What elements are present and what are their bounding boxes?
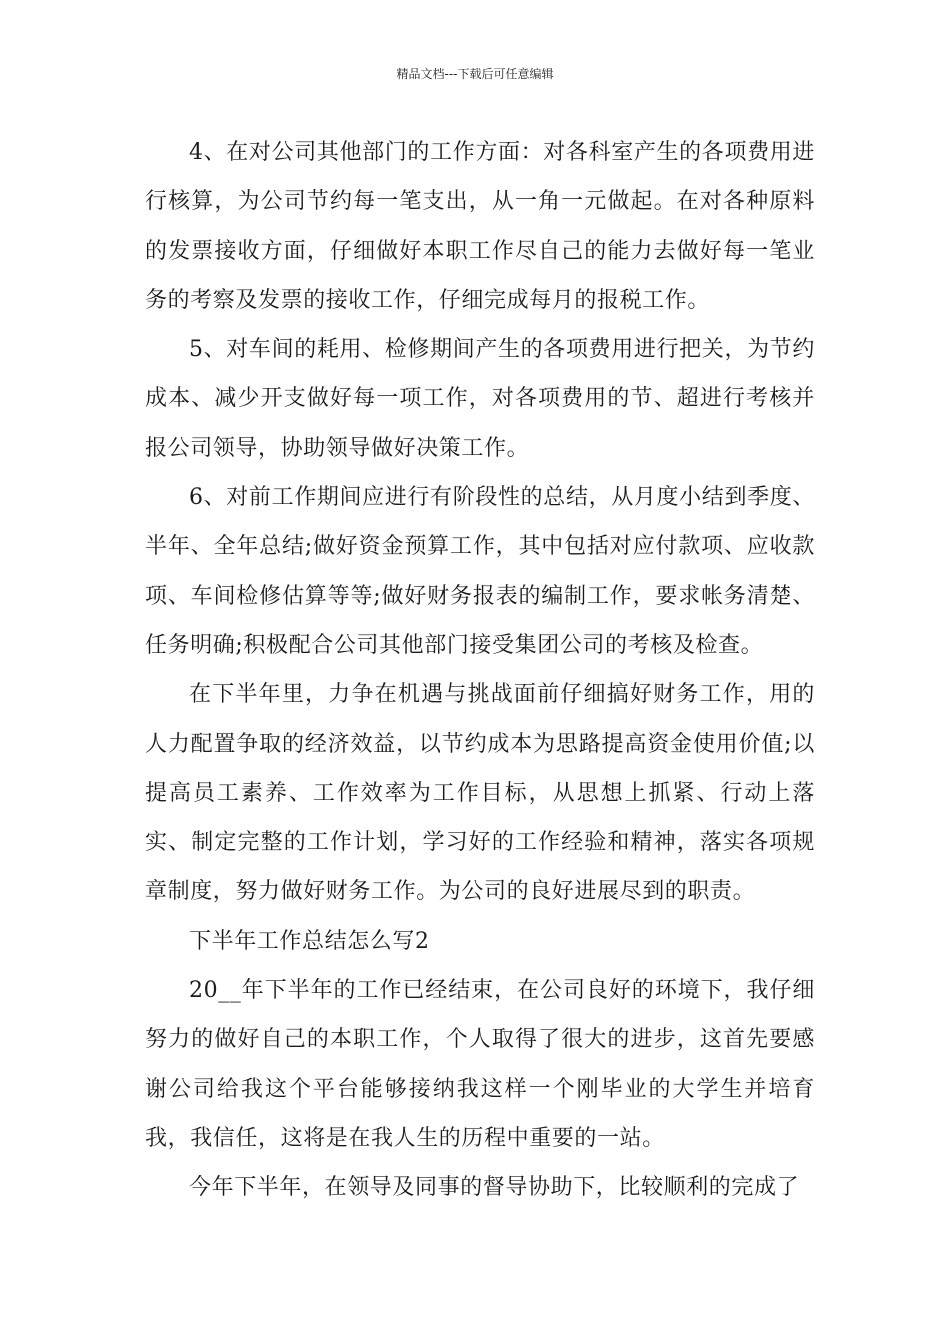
paragraph-summary: 在下半年里，力争在机遇与挑战面前仔细搞好财务工作，用的人力配置争取的经济效益，以节约成本为思路提高资金使用价值;以提高员工素养、工作效率为工作目标，从思想上抓紧、行动上落实、制定完整的工作计划，学习好的工作经验和精神，落实各项规章制度，努力做好财务工作。为公司的良好进展尽到的职责。 [145,682,815,905]
page-header: 精品文档---下载后可任意编辑 [396,67,554,81]
document-body [145,128,815,1213]
paragraph-item-4: 4、在对公司其他部门的工作方面：对各科室产生的各项费用进行核算，为公司节约每一笔支出，从一角一元做起。在对各种原料的发票接收方面，仔细做好本职工作尽自己的能力去做好每一笔业务的考察及发票的接收工作，仔细完成每月的报税工作。 [145,140,815,313]
paragraph-intro: 20__年下半年的工作已经结束，在公司良好的环境下，我仔细努力的做好自己的本职工作，个人取得了很大的进步，这首先要感谢公司给我这个平台能够接纳我这样一个刚毕业的大学生并培育我，我信任，这将是在我人生的历程中重要的一站。 [145,978,815,1151]
paragraph-item-6: 6、对前工作期间应进行有阶段性的总结，从月度小结到季度、半年、全年总结;做好资金预算工作，其中包括对应付款项、应收款项、车间检修估算等等;做好财务报表的编制工作，要求帐务清楚、任务明确;积极配合公司其他部门接受集团公司的考核及检查。 [145,485,815,658]
paragraph-item-5: 5、对车间的耗用、检修期间产生的各项费用进行把关，为节约成本、减少开支做好每一项工作，对各项费用的节、超进行考核并报公司领导，协助领导做好决策工作。 [145,337,815,461]
paragraph-continuation: 今年下半年，在领导及同事的督导协助下，比较顺利的完成了 [189,1175,800,1201]
section-heading: 下半年工作总结怎么写2 [189,928,430,954]
